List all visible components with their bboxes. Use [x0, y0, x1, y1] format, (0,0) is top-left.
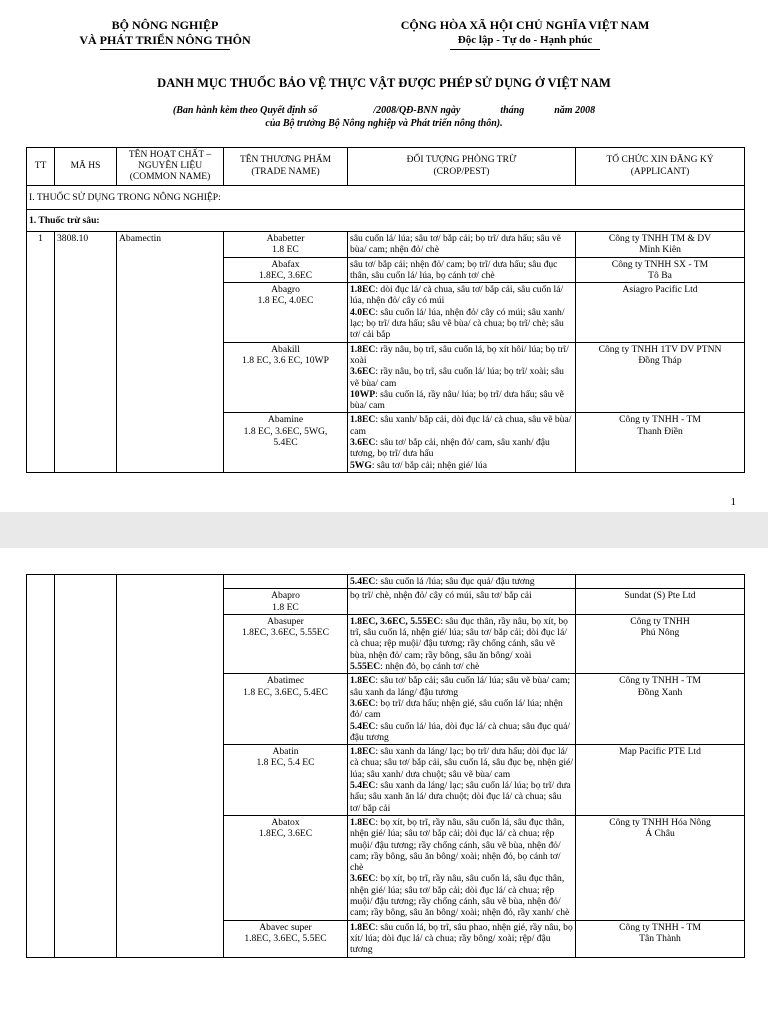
cell-trade-name	[224, 575, 348, 589]
formulation-label: 1.8EC	[350, 343, 376, 355]
page-number: 1	[730, 496, 736, 508]
subtitle-part-2: /2008/QĐ-BNN ngày	[373, 105, 461, 116]
cell-applicant	[576, 257, 745, 283]
crop-pest-text: : sâu cuốn lá/ lúa, nhện đỏ/ cây có múi; sâu xanh/ lạc; bọ trĩ/ dưa hấu; sâu vẽ bùa/ cà chua; bọ trĩ/ chè; sâu tơ/ cải bắp	[350, 306, 565, 341]
crop-pest-entry	[350, 414, 573, 437]
document-subtitle	[0, 104, 768, 130]
cell-crop-pest	[348, 283, 576, 342]
crop-pest-entry	[350, 873, 573, 918]
crop-pest-text: : sâu tơ/ bắp cải; nhện gié/ lúa	[371, 459, 487, 471]
applicant-line: Asiagro Pacific Ltd	[622, 284, 698, 296]
crop-pest-text: : sâu cuốn lá/ lúa, dòi đục lá/ cà chua; sâu đục quả/ đậu tương	[350, 720, 571, 743]
crop-pest-text: : sâu tơ/ bắp cải; sâu cuốn lá/ lúa; sâu vẽ bùa/ cam; sâu xanh da láng/ đậu tương	[350, 675, 571, 698]
crop-pest-entry	[350, 590, 573, 601]
cell-mahs	[55, 575, 117, 958]
table-row	[27, 232, 745, 258]
cell-crop-pest	[348, 920, 576, 957]
cell-trade-name	[224, 589, 348, 615]
trade-name-line: 1.8 EC, 4.0EC	[257, 295, 314, 307]
crop-pest-entry	[350, 344, 573, 367]
subtitle-part-1: (Ban hành kèm theo Quyết định số	[172, 105, 318, 116]
crop-pest-entry	[350, 437, 573, 460]
col-header-applicant: TỔ CHỨC XIN ĐĂNG KÝ (APPLICANT)	[576, 148, 745, 186]
crop-pest-text: sâu tơ/ bắp cải; nhện đỏ/ cam; bọ trĩ/ dưa hấu; sâu đục thân, sâu cuốn lá/ lúa, bọ cánh tơ/ chè	[350, 258, 558, 281]
cell-trade-name	[224, 283, 348, 342]
col-header-active: TÊN HOẠT CHẤT – NGUYÊN LIỆU (COMMON NAME)	[117, 148, 224, 186]
trade-name-line: 1.8EC, 3.6EC	[258, 828, 313, 840]
crop-pest-text: : rầy nâu, bọ trĩ, sâu cuốn lá/ lúa; bọ trĩ/ xoài; sâu vẽ bùa/ cam	[350, 366, 564, 389]
trade-name-line: 1.8EC, 3.6EC, 5.55EC	[241, 627, 330, 639]
formulation-label: 1.8EC	[350, 284, 376, 296]
ministry-underline	[100, 49, 230, 50]
trade-name-line: Ababetter	[266, 233, 305, 244]
applicant-line: Tô Ba	[648, 269, 672, 281]
applicant-line: Phú Nông	[640, 627, 680, 639]
trade-name-line: 1.8 EC, 3.6EC, 5.4EC	[243, 686, 328, 698]
cell-tt	[27, 575, 55, 958]
col-header-mahs: MÃ HS	[55, 148, 117, 186]
crop-pest-entry	[350, 721, 573, 744]
trade-name-line: 1.8 EC, 3.6EC, 5WG,	[243, 425, 328, 437]
ministry-line-2: VÀ PHÁT TRIỂN NÔNG THÔN	[79, 33, 251, 47]
crop-pest-text: : sâu cuốn lá /lúa; sâu đục quả/ đậu tương	[375, 576, 535, 587]
subsection-row	[27, 210, 745, 232]
trade-name-line: Abamine	[267, 414, 304, 426]
crop-pest-text: : sâu đục thân, rầy nâu, bọ xít, bọ trĩ, sâu cuốn lá, nhện gié/ lúa; sâu tơ/ bắp cải; dòi đục lá/ cà chua; rệp muội/ đậu tương; rầy chổng cánh, sâu vẽ bùa, nhện đỏ/ cam; rầy bông, sâu ăn bông/ xoài	[350, 615, 568, 661]
trade-name-line: 1.8 EC, 5.4 EC	[256, 757, 315, 769]
crop-pest-entry	[350, 817, 573, 873]
formulation-label: 5.4EC	[350, 780, 376, 792]
applicant-line: Đồng Xanh	[637, 686, 683, 698]
cell-active-ingredient	[117, 575, 224, 958]
trade-name-line: Abasuper	[267, 615, 304, 627]
crop-pest-text: : bọ xít, bọ trĩ, rầy nâu, sâu cuốn lá, sâu đục thân, nhện gié/ lúa; sâu tơ/ bắp cải; dòi đục lá/ cà chua; rệp muội/ đậu tương; rầy chổng cánh, sâu vẽ bùa, nhện đỏ/ cam; rầy bông, sâu ăn bông/ xoài; nhện đỏ, bọ cánh tơ/ chè	[350, 816, 565, 874]
crop-pest-text: : sâu cuốn lá, rầy nâu/ lúa; bọ trĩ/ dưa hấu; sâu vẽ bùa/ cam	[350, 388, 564, 412]
subtitle-line-2: của Bộ trưởng Bộ Nông nghiệp và Phát triển nông thôn).	[265, 118, 503, 129]
crop-pest-entry	[350, 780, 573, 814]
cell-trade-name	[224, 614, 348, 673]
cell-applicant	[576, 413, 745, 472]
table-row	[27, 575, 745, 589]
document-title: DANH MỤC THUỐC BẢO VỆ THỰC VẬT ĐƯỢC PHÉP SỬ DỤNG Ở VIỆT NAM	[157, 76, 611, 90]
cell-crop-pest	[348, 413, 576, 472]
crop-pest-text: bọ trĩ/ chè, nhện đỏ/ cây có múi, sâu tơ/ bắp cải	[350, 590, 532, 602]
trade-name-line: Abakill	[271, 343, 300, 355]
crop-pest-entry	[350, 675, 573, 698]
subtitle-part-3: tháng	[500, 105, 525, 116]
trade-name-line: Abapro	[271, 590, 300, 602]
formulation-label: 1.8EC	[350, 921, 376, 933]
cell-trade-name	[224, 232, 348, 258]
applicant-line: Công ty TNHH	[630, 615, 690, 627]
cell-applicant	[576, 232, 745, 258]
crop-pest-entry	[350, 366, 573, 389]
cell-trade-name	[224, 815, 348, 920]
cell-mahs: 3808.10	[55, 232, 117, 473]
trade-name-line: Abagro	[271, 284, 300, 296]
formulation-label: 5.4EC	[350, 720, 376, 732]
applicant-line: Map Pacific PTE Ltd	[619, 746, 701, 758]
cell-crop-pest	[348, 257, 576, 283]
cell-crop-pest	[348, 232, 576, 258]
crop-pest-text: : bọ xít, bọ trĩ, rầy nâu, sâu cuốn lá, sâu đục thân, nhện gié/ lúa; sâu tơ/ bắp cải; dòi đục lá/ cà chua; rệp muội/ đậu tương; rầy chổng cánh, sâu vẽ bùa, nhện đỏ/ cam; rầy bông, sâu ăn bông/ xoài; nhện đỏ, rầy xanh/ chè	[350, 873, 570, 919]
applicant-line: Công ty TNHH - TM	[619, 675, 701, 687]
cell-applicant	[576, 283, 745, 342]
trade-name-line: 1.8 EC	[272, 601, 299, 613]
crop-pest-entry	[350, 746, 573, 780]
cell-crop-pest	[348, 745, 576, 816]
subsection-heading: 1. Thuốc trừ sâu:	[27, 210, 745, 232]
formulation-label: 5.4EC	[350, 576, 376, 587]
formulation-label: 3.6EC	[350, 873, 376, 885]
cell-crop-pest	[348, 815, 576, 920]
trade-name-line: 1.8 EC, 3.6 EC, 10WP	[242, 354, 329, 366]
republic-name: CỘNG HÒA XÃ HỘI CHỦ NGHĨA VIỆT NAM	[400, 18, 650, 32]
crop-pest-text: : sâu cuốn lá, bọ trĩ, sâu phao, nhện gié, rầy nâu, bọ xít/ lúa; dòi đục lá/ cà chua; rầy bông/ xoài; rệp/ đậu tương	[350, 921, 573, 956]
formulation-label: 3.6EC	[350, 437, 376, 449]
applicant-line: Công ty TNHH - TM	[619, 921, 701, 933]
crop-pest-text: : sâu xanh da láng/ lạc; sâu cuốn lá/ lúa; bọ trĩ/ dưa hấu; sâu xanh ăn lá/ dưa chuột; dòi đục lá/ cà chua; sâu tơ/ bắp cải	[350, 780, 571, 814]
formulation-label: 5.55EC	[350, 661, 381, 673]
cell-trade-name	[224, 342, 348, 413]
cell-applicant	[576, 589, 745, 615]
applicant-line: Công ty TNHH SX - TM	[611, 258, 709, 270]
cell-applicant	[576, 745, 745, 816]
crop-pest-text: : sâu xanh/ bắp cải, dòi đục lá/ cà chua, sâu vẽ bùa/ cam	[350, 414, 572, 437]
trade-name-line: Abafax	[271, 258, 300, 270]
cell-trade-name	[224, 745, 348, 816]
crop-pest-text: : sâu tơ/ bắp cải, nhện đỏ/ cam, sâu xanh/ đậu tương, bọ trĩ/ dưa hấu	[350, 437, 550, 460]
section-heading: I. THUỐC SỬ DỤNG TRONG NÔNG NGHIỆP:	[27, 186, 745, 210]
document-page-2	[0, 548, 768, 1024]
cell-trade-name	[224, 674, 348, 745]
republic-header	[380, 18, 670, 50]
formulation-label: 1.8EC	[350, 414, 376, 426]
pesticide-table-page-1	[26, 147, 745, 473]
applicant-line: Công ty TNHH Hóa Nông	[609, 816, 711, 828]
formulation-label: 3.6EC	[350, 697, 376, 709]
cell-crop-pest	[348, 342, 576, 413]
crop-pest-text: : sâu xanh da láng/ lạc; bọ trĩ/ dưa hấu; dòi đục lá/ cà chua; sâu tơ/ bắp cải, sâu cuốn lá, sâu đục bẹ, nhện gié/ lúa; sâu xanh/ dưa chuột; sâu vẽ bùa/ cam	[350, 746, 573, 780]
col-header-trade: TÊN THƯƠNG PHẨM (TRADE NAME)	[224, 148, 348, 186]
cell-crop-pest	[348, 614, 576, 673]
crop-pest-text: : rầy nâu, bọ trĩ, sâu cuốn lá, bọ xít hôi/ lúa; bọ trĩ/ xoài	[350, 343, 569, 366]
crop-pest-entry	[350, 661, 573, 672]
crop-pest-entry	[350, 616, 573, 661]
crop-pest-entry	[350, 460, 573, 471]
formulation-label: 1.8EC	[350, 746, 376, 758]
ministry-line-1: BỘ NÔNG NGHIỆP	[111, 18, 219, 32]
trade-name-line: 1.8EC, 3.6EC	[258, 269, 313, 281]
formulation-label: 10WP	[350, 388, 376, 400]
crop-pest-entry	[350, 233, 573, 256]
cell-trade-name	[224, 920, 348, 957]
trade-name-line: 5.4EC	[273, 437, 298, 449]
crop-pest-text: : nhện đỏ, bọ cánh tơ/ chè	[380, 661, 480, 673]
cell-tt: 1	[27, 232, 55, 473]
cell-applicant	[576, 614, 745, 673]
crop-pest-entry	[350, 284, 573, 307]
applicant-line: Sundat (S) Pte Ltd	[624, 590, 696, 602]
crop-pest-text: : dòi đục lá/ cà chua, sâu tơ/ bắp cải, sâu cuốn lá/ lúa, nhện đỏ/ cây có múi	[350, 284, 564, 307]
table-header-row	[27, 148, 745, 186]
applicant-line: Thanh Điền	[637, 425, 683, 437]
trade-name-line: Abatimec	[266, 675, 305, 687]
formulation-label: 1.8EC, 3.6EC, 5.55EC	[350, 615, 441, 627]
cell-applicant	[576, 815, 745, 920]
cell-trade-name	[224, 257, 348, 283]
cell-crop-pest	[348, 589, 576, 615]
cell-active-ingredient: Abamectin	[117, 232, 224, 473]
cell-applicant	[576, 920, 745, 957]
trade-name-line: Abatin	[272, 746, 299, 758]
formulation-label: 3.6EC	[350, 366, 376, 378]
applicant-line: Công ty TNHH 1TV DV PTNN	[598, 343, 722, 355]
applicant-line: Tân Thành	[639, 932, 681, 944]
applicant-line: Á Châu	[645, 828, 675, 840]
crop-pest-entry	[350, 576, 573, 587]
trade-name-line: Abatox	[271, 816, 300, 828]
section-row	[27, 186, 745, 210]
applicant-line: Đồng Tháp	[638, 354, 682, 366]
crop-pest-text: sâu cuốn lá/ lúa; sâu tơ/ bắp cải; bọ trĩ/ dưa hấu; sâu vẽ bùa/ cam; nhện đỏ/ chè	[350, 233, 561, 256]
national-motto: Độc lập - Tự do - Hạnh phúc	[457, 34, 593, 46]
ministry-header	[60, 18, 270, 50]
cell-applicant	[576, 342, 745, 413]
crop-pest-entry	[350, 307, 573, 341]
subtitle-part-4: năm 2008	[554, 105, 596, 116]
trade-name-line: 1.8EC, 3.6EC, 5.5EC	[244, 932, 327, 944]
cell-trade-name	[224, 413, 348, 472]
motto-underline	[450, 49, 600, 50]
applicant-line: Minh Kiên	[639, 244, 681, 256]
crop-pest-entry	[350, 259, 573, 282]
pesticide-table-page-2	[26, 574, 745, 958]
trade-name-line: Abavec super	[259, 921, 312, 933]
formulation-label: 4.0EC	[350, 306, 376, 318]
formulation-label: 1.8EC	[350, 816, 376, 828]
applicant-line: Công ty TNHH TM & DV	[608, 233, 712, 244]
cell-crop-pest	[348, 575, 576, 589]
table-clip-page-1	[0, 147, 768, 492]
col-header-crop: ĐỐI TƯỢNG PHÒNG TRỪ (CROP/PEST)	[348, 148, 576, 186]
trade-name-line: 1.8 EC	[272, 244, 299, 256]
col-header-tt: TT	[27, 148, 55, 186]
crop-pest-text: : bọ trĩ/ dưa hấu; nhện gié, sâu cuốn lá/ lúa; nhện đỏ/ cam	[350, 697, 563, 721]
cell-crop-pest	[348, 674, 576, 745]
crop-pest-entry	[350, 389, 573, 412]
cell-applicant	[576, 575, 745, 589]
crop-pest-entry	[350, 922, 573, 956]
applicant-line: Công ty TNHH - TM	[619, 414, 701, 426]
formulation-label: 1.8EC	[350, 675, 376, 687]
crop-pest-entry	[350, 698, 573, 721]
table-clip-page-2	[0, 574, 768, 1024]
cell-applicant	[576, 674, 745, 745]
formulation-label: 5WG	[350, 459, 372, 471]
